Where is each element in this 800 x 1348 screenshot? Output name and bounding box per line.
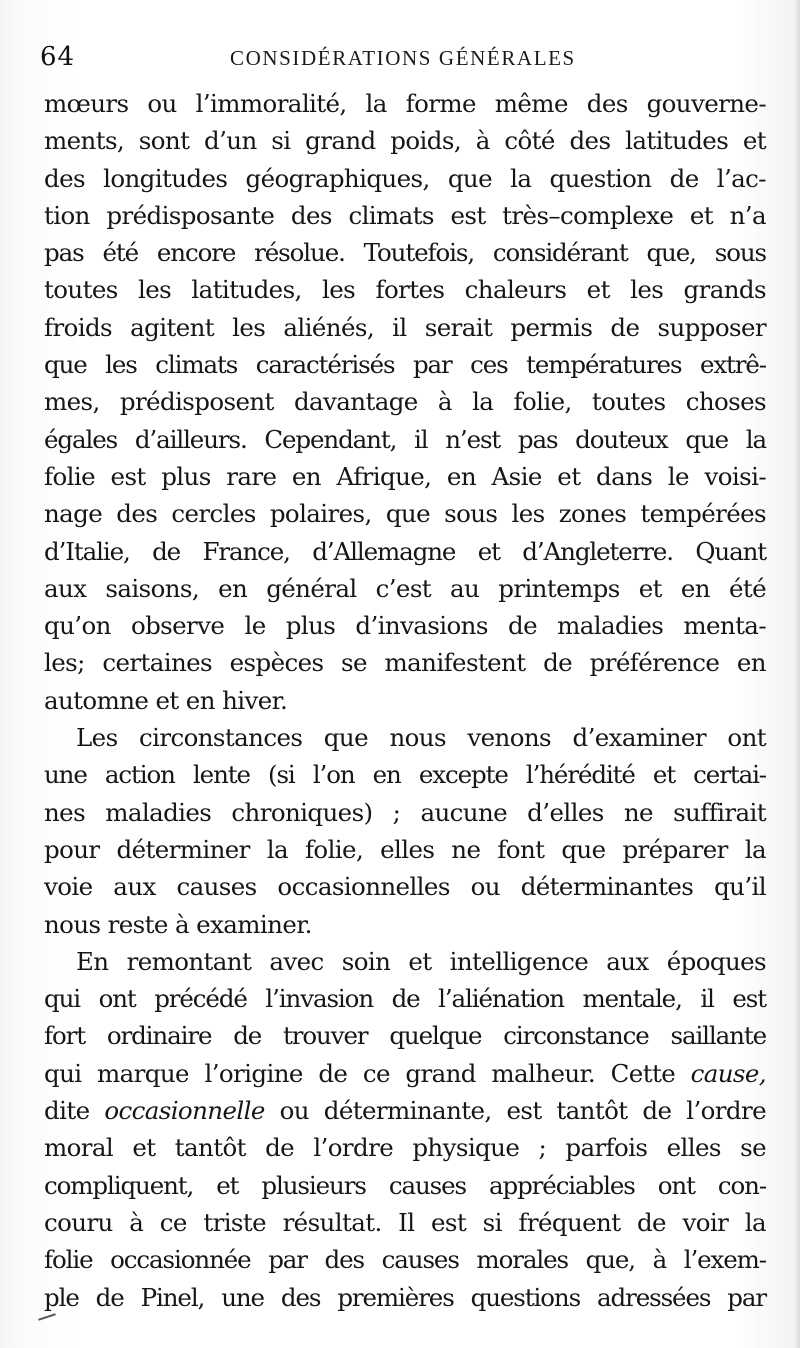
text-segment: qui marque l’origine de ce grand malheur. Cette bbox=[44, 1058, 691, 1088]
text-line: qui ont précédé l’invasion de l’aliénation mentale, il est bbox=[44, 984, 766, 1014]
text-line: mœurs ou l’immoralité, la forme même des gouverne- bbox=[44, 89, 766, 118]
text-line: folie occasionnée par des causes morales que, à l’exem- bbox=[44, 1245, 766, 1275]
text-line: froids agitent les aliénés, il serait permis de supposer bbox=[44, 312, 766, 342]
text-line: les; certaines espèces se manifestent de préférence en bbox=[44, 648, 766, 678]
text-line: égales d’ailleurs. Cependant, il n’est pas douteux que la bbox=[44, 424, 766, 454]
italic-term-cause: cause, bbox=[690, 1058, 766, 1088]
text-line: fort ordinaire de trouver quelque circonstance saillante bbox=[44, 1021, 766, 1051]
text-line: automne et en hiver. bbox=[44, 685, 288, 715]
text-line: que les climats caractérisés par ces températures extrê- bbox=[44, 350, 766, 380]
text-line: aux saisons, en général c’est au printemps et en été bbox=[44, 573, 766, 603]
text-line: une action lente (si l’on en excepte l’hérédité et certai- bbox=[44, 760, 766, 790]
text-line: toutes les latitudes, les fortes chaleurs et les grands bbox=[44, 275, 766, 305]
text-line bbox=[44, 1055, 766, 1092]
text-line: compliquent, et plusieurs causes appréciables ont con- bbox=[44, 1170, 766, 1200]
text-line: ple de Pinel, une des premières questions adressées par bbox=[44, 1282, 766, 1312]
text-line: qu’on observe le plus d’invasions de maladies menta- bbox=[44, 611, 766, 641]
text-line: mes, prédisposent davantage à la folie, toutes choses bbox=[44, 387, 766, 417]
text-line: pas été encore résolue. Toutefois, considérant que, sous bbox=[44, 238, 766, 268]
body-text bbox=[44, 85, 766, 1316]
text-line: tion prédisposante des climats est très–complexe et n’a bbox=[44, 200, 766, 230]
text-segment: dite bbox=[44, 1096, 105, 1126]
text-line: des longitudes géographiques, que la question de l’ac- bbox=[44, 163, 766, 193]
running-title: CONSIDÉRATIONS GÉNÉRALES bbox=[230, 46, 576, 70]
text-line: nes maladies chroniques) ; aucune d’elles ne suffirait bbox=[44, 797, 766, 827]
paragraph-first-line: En remontant avec soin et intelligence aux époques bbox=[76, 946, 766, 976]
text-line: nous reste à examiner. bbox=[44, 909, 312, 939]
running-head bbox=[40, 42, 760, 78]
text-line: nage des cercles polaires, que sous les zones tempérées bbox=[44, 499, 766, 529]
text-segment: ou déterminante, est tantôt de l’ordre bbox=[264, 1096, 766, 1126]
paragraph-first-line: Les circonstances que nous venons d’examiner ont bbox=[76, 723, 766, 753]
text-line: couru à ce triste résultat. Il est si fréquent de voir la bbox=[44, 1207, 766, 1237]
text-line: voie aux causes occasionnelles ou déterminantes qu’il bbox=[44, 872, 766, 902]
page-number: 64 bbox=[40, 42, 76, 72]
page-edge-shadow bbox=[794, 0, 800, 1348]
text-line: d’Italie, de France, d’Allemagne et d’Angleterre. Quant bbox=[44, 536, 766, 566]
text-line bbox=[44, 1092, 766, 1129]
text-line: ments, sont d’un si grand poids, à côté des latitudes et bbox=[44, 126, 766, 156]
italic-term-occasionnelle: occasionnelle bbox=[104, 1096, 265, 1126]
text-line: pour déterminer la folie, elles ne font que préparer la bbox=[44, 834, 766, 864]
text-line: folie est plus rare en Afrique, en Asie et dans le voisi- bbox=[44, 461, 766, 491]
text-line: moral et tantôt de l’ordre physique ; parfois elles se bbox=[44, 1133, 766, 1163]
